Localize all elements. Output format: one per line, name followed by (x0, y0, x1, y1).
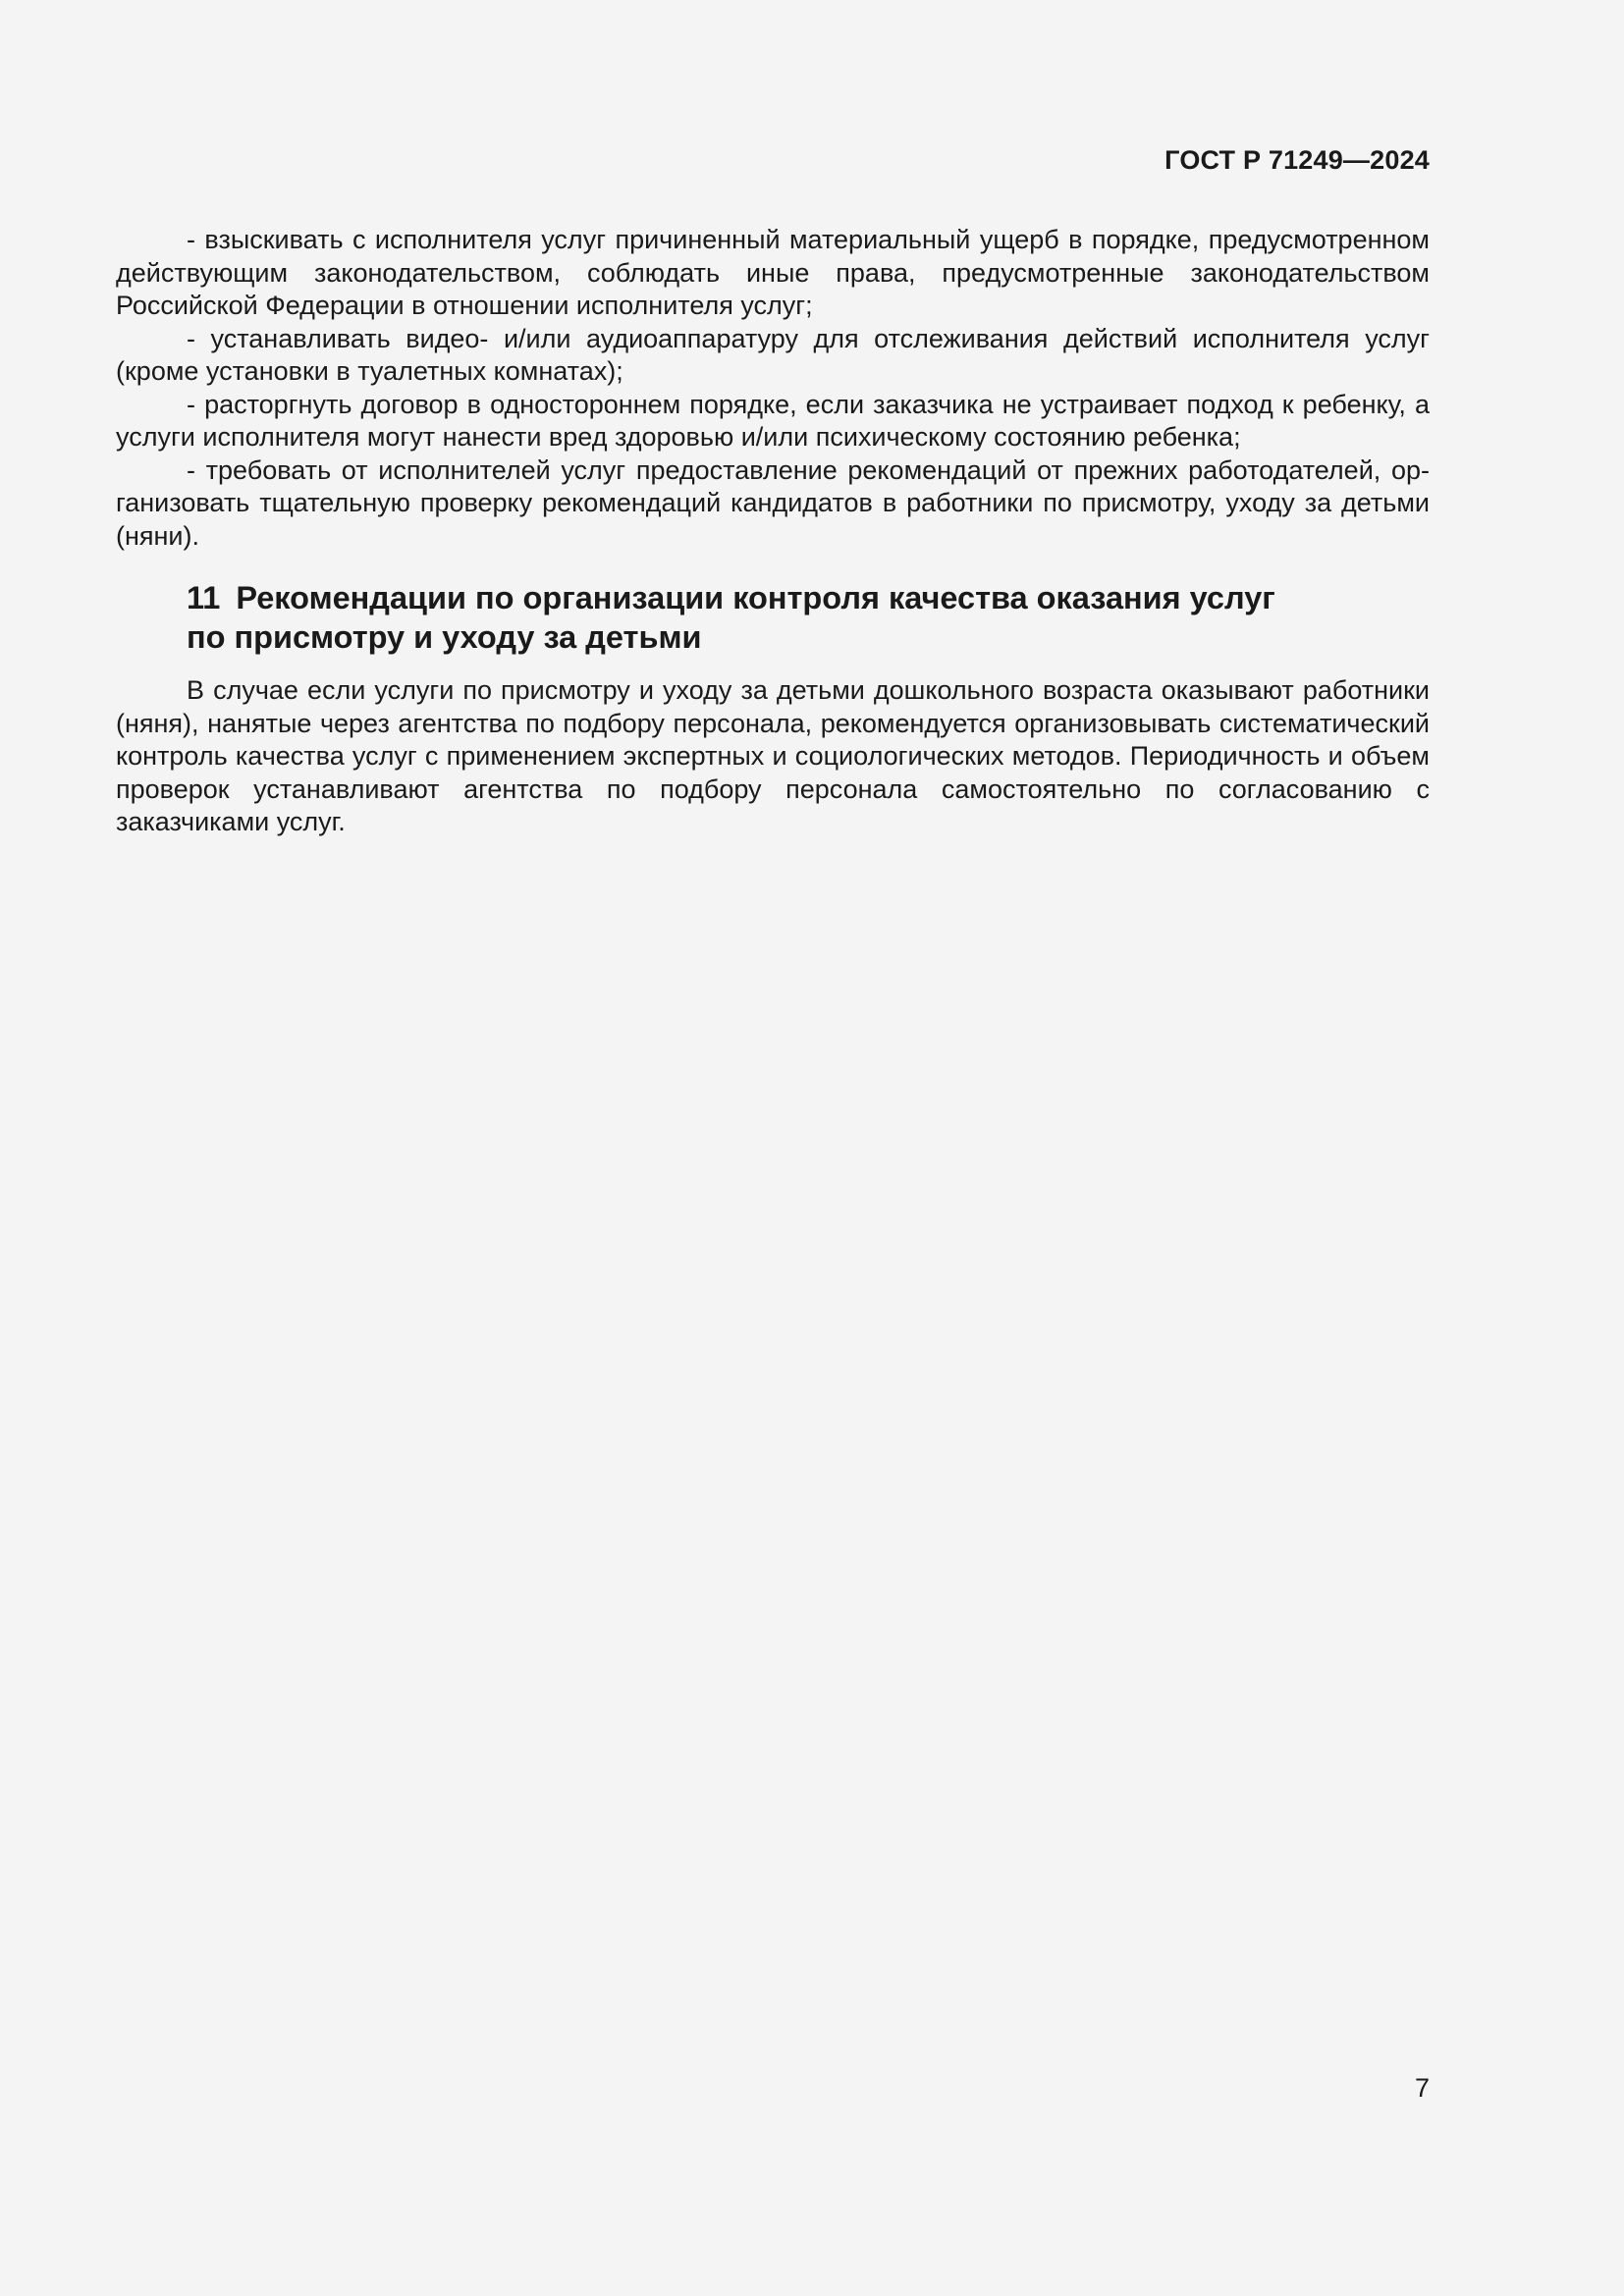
section-title-part-2: по присмотру и уходу за детьми (187, 619, 702, 655)
customer-rights-list (116, 224, 1430, 553)
list-item: - взыскивать с исполнителя услуг причиненный материальный ущерб в порядке, предусмотренном действующим законодательством, соблюдать иные права, предусмотренные законодательством Российской Федерации в отношении исполнителя услуг; (116, 225, 1430, 320)
section-number: 11 (187, 580, 221, 615)
page-number: 7 (1414, 2073, 1430, 2103)
document-code-header: ГОСТ Р 71249—2024 (1164, 145, 1430, 175)
list-item: - расторгнуть договор в одностороннем порядке, если заказчика не устраивает подход к ребенку, а услуги исполнителя могут нанести вред здоровью и/или психическому состоянию ребенка; (116, 389, 1430, 452)
section-title-part-1: Рекомендации по организации контроля качества оказания услуг (236, 580, 1275, 615)
page-content (116, 224, 1430, 839)
section-heading-line-1 (187, 578, 1430, 617)
section-heading (187, 578, 1430, 657)
section-body-paragraph: В случае если услуги по присмотру и уходу за детьми дошкольного возраста оказывают работники (няня), нанятые через агентства по подбору персонала, рекомендуется организовывать систематический контроль качества услуг с применением экспертных и социологических методов. Периодичность и объем проверок устанавливают агентства по подбору персонала самостоятельно по согласованию с заказчиками услуг. (116, 675, 1430, 836)
list-item: - требовать от исполнителей услуг предоставление рекомендаций от прежних работодателей, организовать тщательную проверку рекомендаций кандидатов в работники по присмотру, уходу за детьми (няни). (116, 454, 1430, 551)
list-item: - устанавливать видео- и/или аудиоаппаратуру для отслеживания действий исполнителя услуг (кроме установки в туалетных комнатах); (116, 323, 1430, 386)
